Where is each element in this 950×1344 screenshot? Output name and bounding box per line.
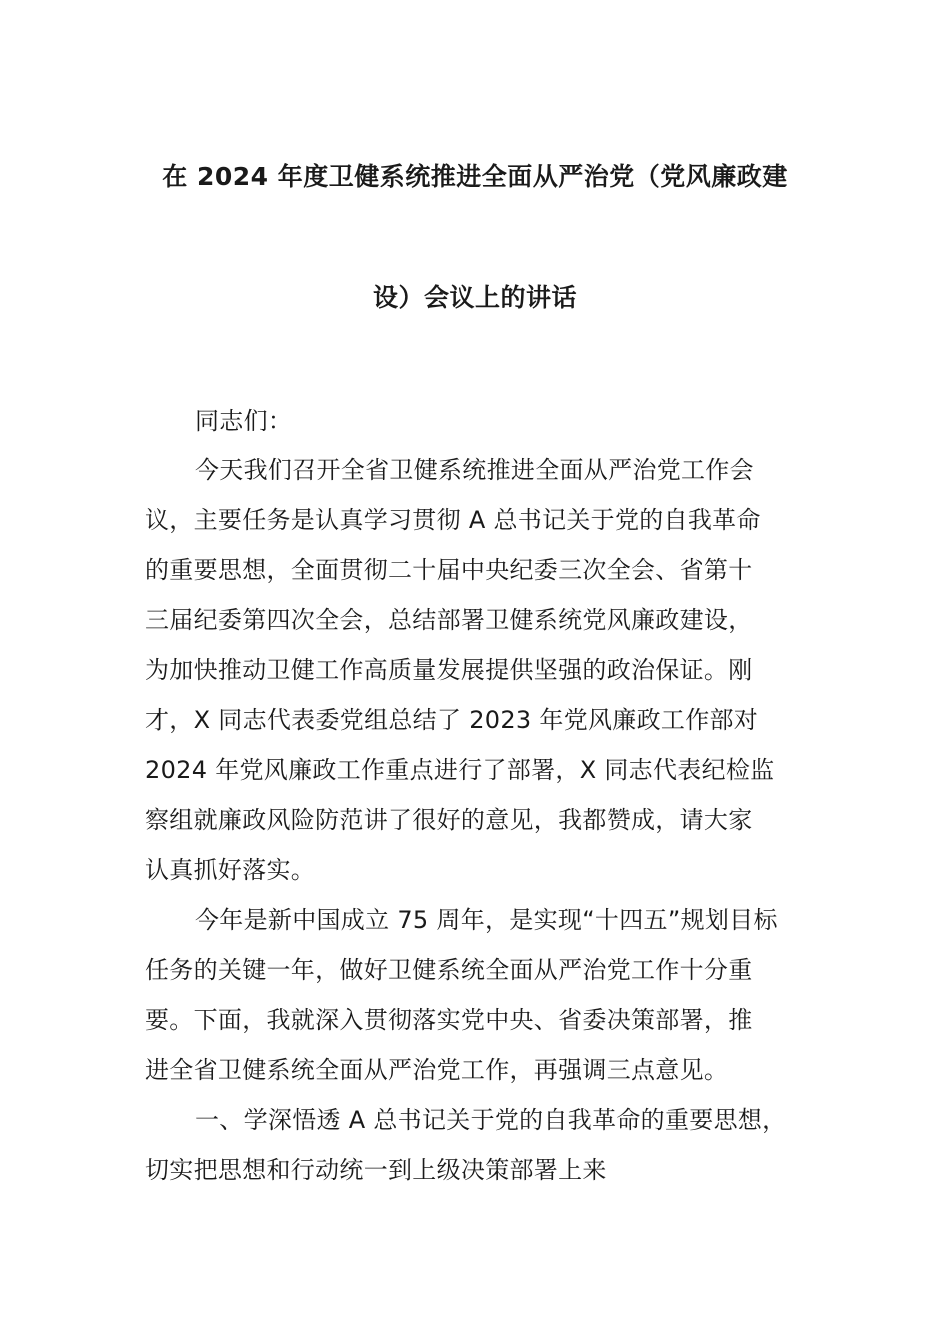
paragraph-1-line-4: 三届纪委第四次全会，总结部署卫健系统党风廉政建设， [145,606,753,634]
paragraph-1-line-8: 察组就廉政风险防范讲了很好的意见，我都赞成，请大家 [145,806,753,834]
paragraph-1-line-7: 2024 年党风廉政工作重点进行了部署，X 同志代表纪检监 [145,756,775,784]
paragraph-1-line-9: 认真抓好落实。 [145,856,316,884]
paragraph-2-line-1: 今年是新中国成立 75 周年，是实现“十四五”规划目标 [195,906,778,934]
paragraph-1-line-2: 议，主要任务是认真学习贯彻 A 总书记关于党的自我革命 [145,506,761,534]
section-heading-1-line-2: 切实把思想和行动统一到上级决策部署上来 [145,1156,607,1184]
paragraph-1-line-1: 今天我们召开全省卫健系统推进全面从严治党工作会 [195,456,754,484]
paragraph-2-line-4: 进全省卫健系统全面从严治党工作，再强调三点意见。 [145,1056,729,1084]
paragraph-2-line-3: 要。下面，我就深入贯彻落实党中央、省委决策部署，推 [145,1006,753,1034]
document-title-line-2: 设）会议上的讲话 [372,283,577,312]
document-title-line-1: 在 2024 年度卫健系统推进全面从严治党（党风廉政建 [162,162,788,191]
section-heading-1-line-1: 一、学深悟透 A 总书记关于党的自我革命的重要思想， [195,1106,787,1134]
paragraph-1-line-3: 的重要思想，全面贯彻二十届中央纪委三次全会、省第十 [145,556,753,584]
salutation: 同志们： [195,407,293,435]
paragraph-1-line-5: 为加快推动卫健工作高质量发展提供坚强的政治保证。刚 [145,656,753,684]
paragraph-2-line-2: 任务的关键一年，做好卫健系统全面从严治党工作十分重 [145,956,753,984]
paragraph-1-line-6: 才，X 同志代表委党组总结了 2023 年党风廉政工作部对 [145,706,759,734]
